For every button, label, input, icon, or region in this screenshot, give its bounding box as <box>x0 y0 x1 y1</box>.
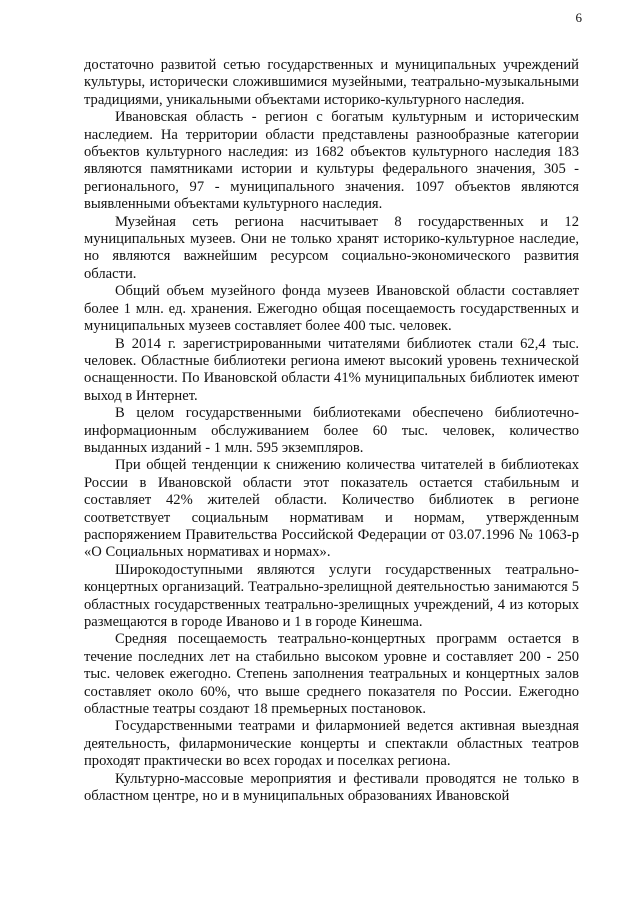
paragraph-5: В 2014 г. зарегистрированными читателями библиотек стали 62,4 тыс. человек. Областные библиотеки региона имеют высокий уровень технической оснащенности. По Ивановской области 41% муниципальных библиотек имеют выход в Интернет. <box>84 335 579 404</box>
paragraph-6: В целом государственными библиотеками обеспечено библиотечно-информационным обслуживанием более 60 тыс. человек, количество выданных изданий - 1 млн. 595 экземпляров. <box>84 405 579 456</box>
paragraph-2: Ивановская область - регион с богатым культурным и историческим наследием. На территории области представлены разнообразные категории объектов культурного наследия: из 1682 объектов культурного наследия 183 являются памятниками истории и культуры федерального значения, 305 - регионального, 97 - муниципального значения. 1097 объектов являются выявленными объектами культурного наследия. <box>84 109 579 213</box>
page-number: 6 <box>575 10 582 25</box>
paragraph-1: достаточно развитой сетью государственных и муниципальных учреждений культуры, исторически сложившимися музейными, театрально-музыкальными традициями, уникальными объектами историко-культурного наследия. <box>84 57 579 108</box>
paragraph-9: Средняя посещаемость театрально-концертных программ остается в течение последних лет на стабильно высоком уровне и составляет 200 - 250 тыс. человек ежегодно. Степень заполнения театральных и концертных залов составляет около 60%, что выше среднего показателя по России. Ежегодно областные театры создают 18 премьерных постановок. <box>84 631 579 718</box>
document-body <box>84 57 579 805</box>
paragraph-4: Общий объем музейного фонда музеев Ивановской области составляет более 1 млн. ед. хранения. Ежегодно общая посещаемость государственных и муниципальных музеев составляет более 400 тыс. человек. <box>84 283 579 335</box>
paragraph-10: Государственными театрами и филармонией ведется активная выездная деятельность, филармонические концерты и спектакли областных театров проходят практически во всех городах и поселках региона. <box>84 718 579 770</box>
paragraph-11: Культурно-массовые мероприятия и фестивали проводятся не только в областном центре, но и в муниципальных образованиях Ивановской <box>84 770 579 805</box>
paragraph-7: При общей тенденции к снижению количества читателей в библиотеках России в Ивановской области этот показатель остается стабильным и составляет 42% жителей области. Количество библиотек в регионе соответствует социальным нормативам и нормам, утвержденным распоряжением Правительства Российской Федерации от 03.07.1996 № 1063-р «О Социальных нормативах и нормах». <box>84 457 579 561</box>
paragraph-8: Широкодоступными являются услуги государственных театрально-концертных организаций. Театрально-зрелищной деятельностью занимаются 5 областных государственных театрально-зрелищных учреждений, 4 из которых размещаются в городе Иваново и 1 в городе Кинешма. <box>84 561 579 630</box>
paragraph-3: Музейная сеть региона насчитывает 8 государственных и 12 муниципальных музеев. Они не только хранят историко-культурное наследие, но являются важнейшим ресурсом социально-экономического развития области. <box>84 213 579 282</box>
